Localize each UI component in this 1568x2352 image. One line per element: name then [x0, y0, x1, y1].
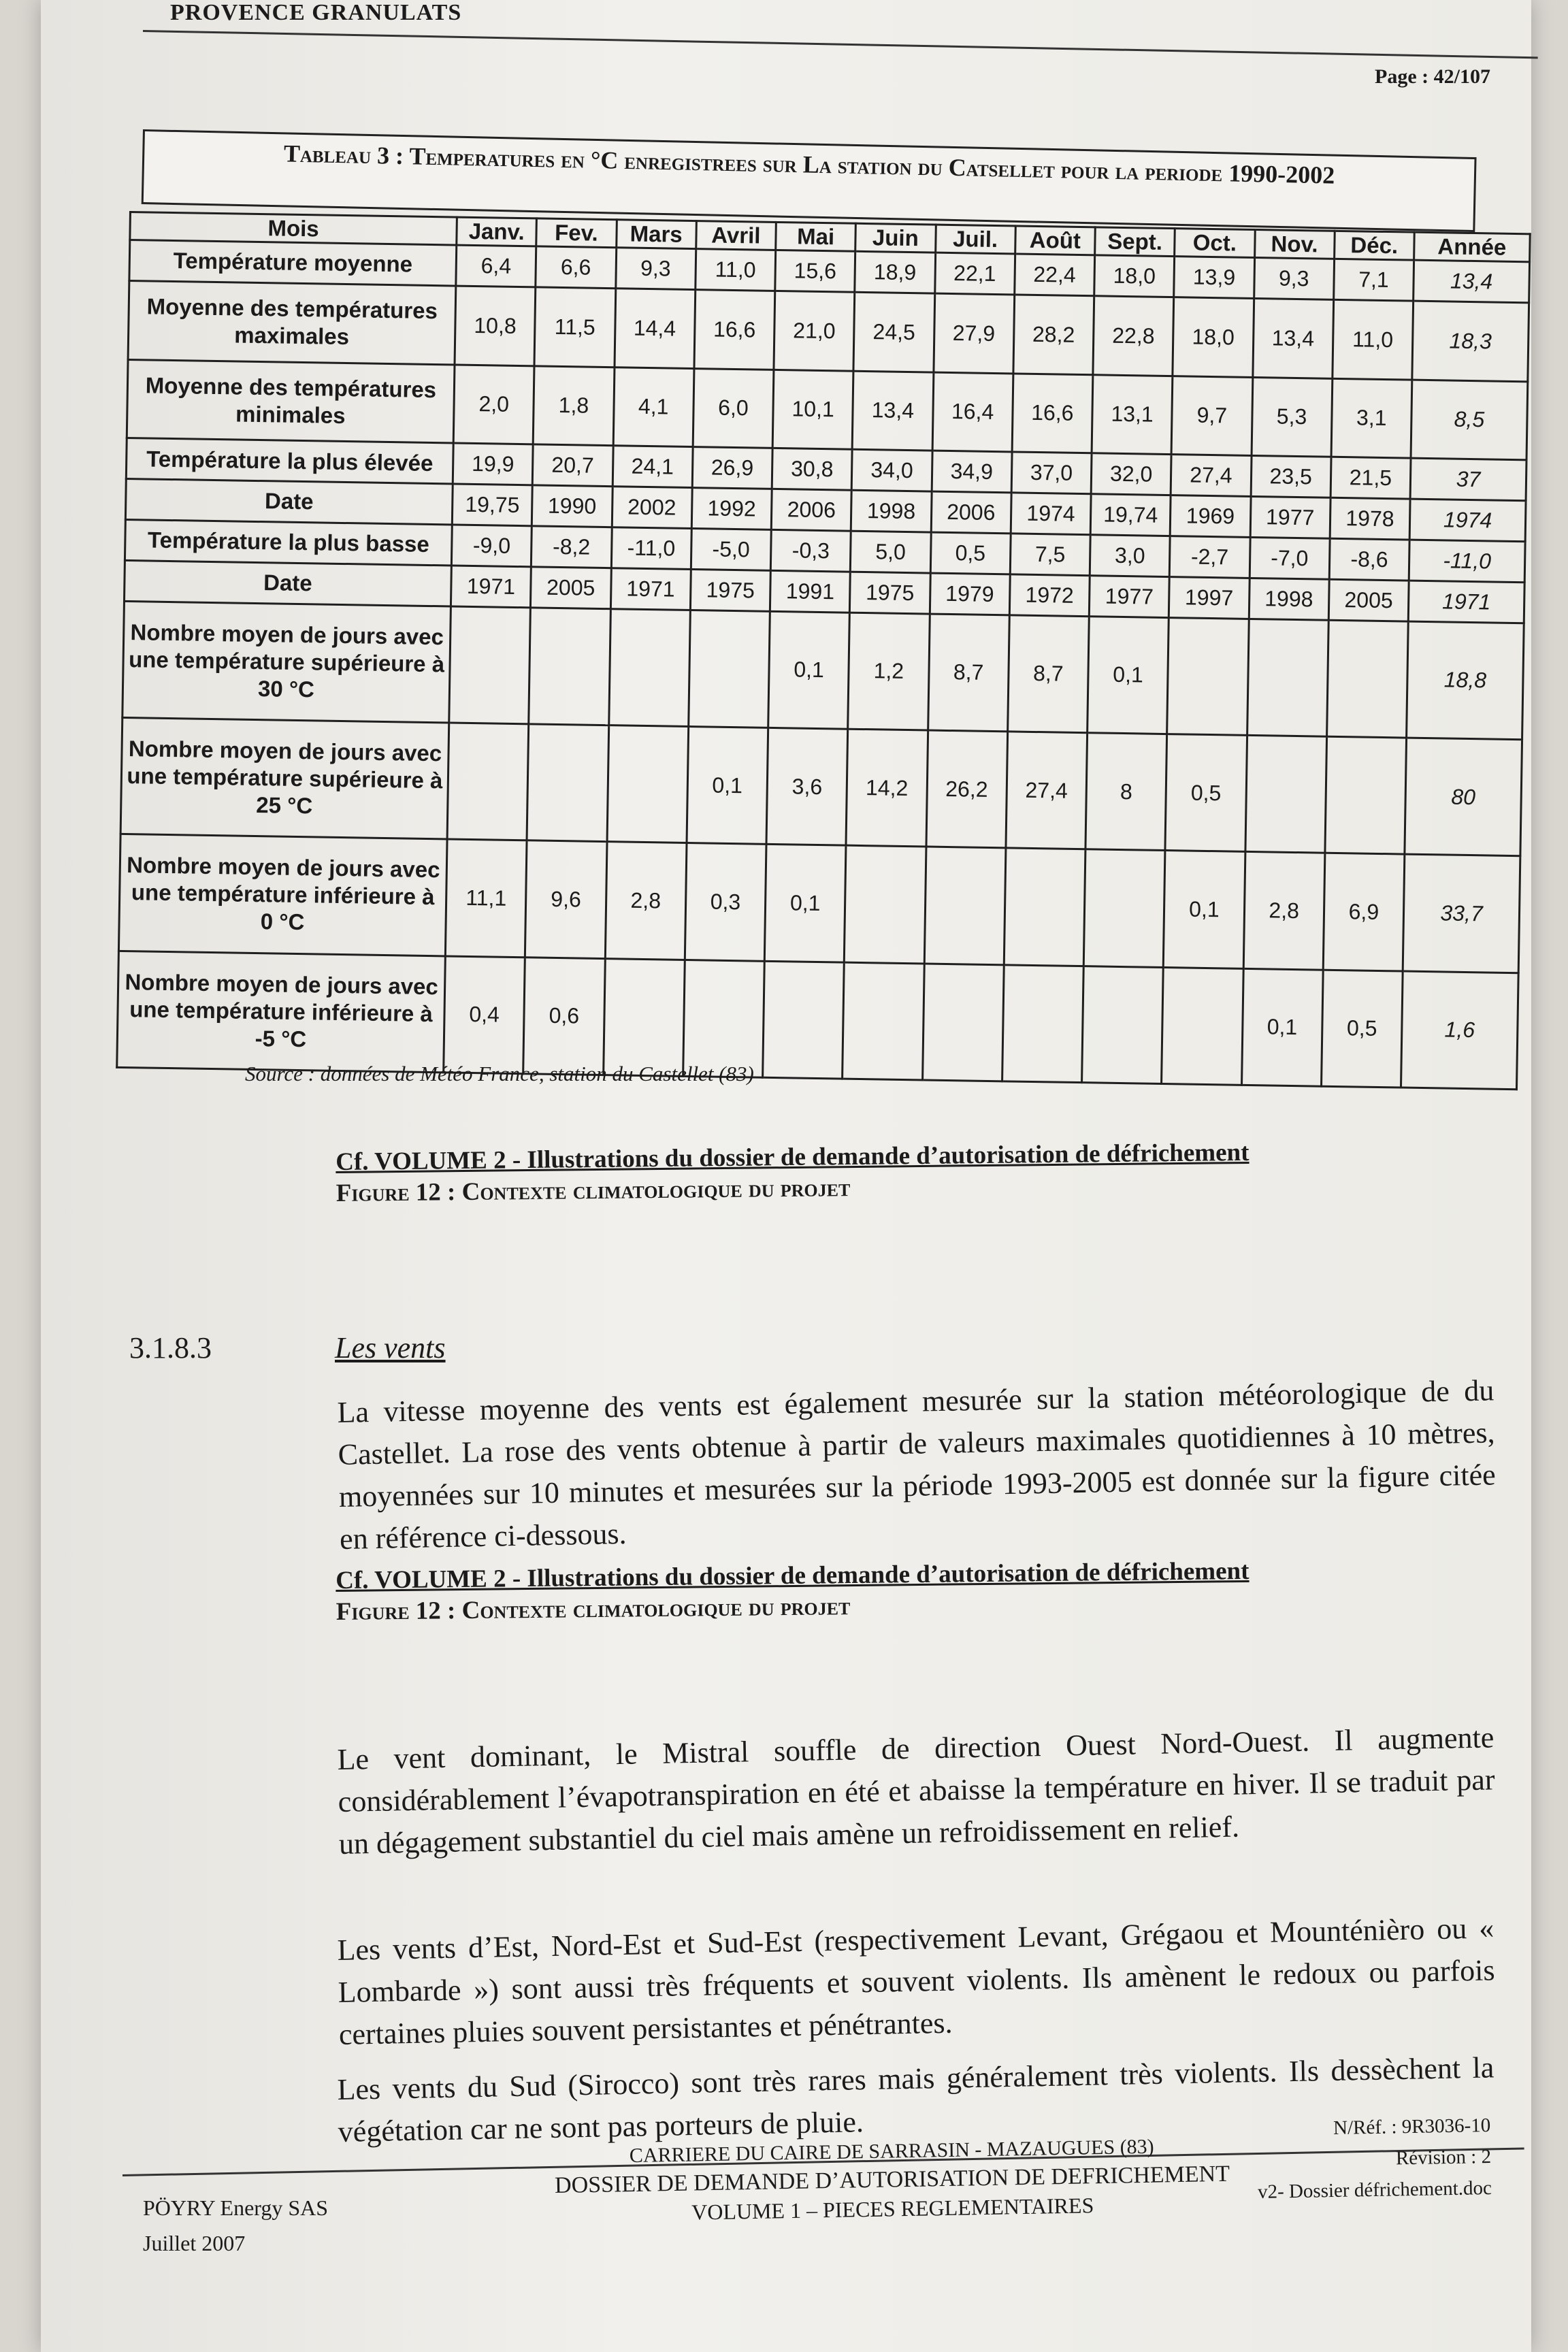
footer-left [143, 2190, 328, 2261]
row-label: Nombre moyen de jours avec une température inférieure à -5 °C [117, 951, 446, 1073]
table-cell [1247, 619, 1328, 736]
table-cell: 26,9 [692, 447, 772, 489]
header-month: Avril [696, 221, 776, 250]
figure-reference-2 [336, 1554, 1439, 1628]
footer-volume: VOLUME 1 – PIECES REGLEMENTAIRES [691, 2193, 1094, 2225]
row-label: Date [124, 560, 451, 606]
row-label: Nombre moyen de jours avec une température inférieure à 0 °C [118, 834, 447, 956]
table-cell: 37,0 [1011, 452, 1092, 494]
reference-volume: Cf. VOLUME 2 - Illustrations du dossier de demande d’autorisation de défrichement [336, 1138, 1250, 1176]
table-cell: 6,9 [1323, 853, 1405, 971]
footer-revision: Révision : 2 [1395, 2145, 1492, 2170]
footer-project: CARRIERE DU CAIRE DE SARRASIN - MAZAUGUES (83) [629, 2135, 1154, 2168]
table-cell: 0,1 [1088, 616, 1169, 734]
table-cell [607, 725, 689, 843]
header-month: Juil. [935, 225, 1015, 254]
table-cell [1325, 736, 1407, 854]
table-cell: 13,4 [852, 371, 933, 451]
table-cell: 14,2 [846, 729, 928, 847]
table-cell: 1979 [930, 573, 1010, 615]
footer-company: PÖYRY Energy SAS [143, 2195, 329, 2220]
table-cell [763, 961, 845, 1079]
row-label: Température moyenne [129, 240, 457, 286]
table-cell: -11,0 [1409, 540, 1525, 583]
table-cell: 1975 [690, 569, 770, 611]
table-cell [683, 960, 764, 1077]
table-cell: 1990 [532, 485, 612, 527]
table-cell: 2002 [612, 487, 692, 529]
temperature-table [116, 211, 1531, 1090]
table-cell [1083, 849, 1165, 967]
paragraph-2: Le vent dominant, le Mistral souffle de direction Ouest Nord-Ouest. Il augmente considérablement l’évapotranspiration en été et abaisse la température en hiver. Il se traduit par un dégagement substantiel du ciel mais amène un refroidissement en relief. [337, 1720, 1495, 1861]
table-cell: 16,6 [1012, 373, 1093, 453]
header-company: PROVENCE GRANULATS [170, 0, 462, 25]
table-caption: Tableau 3 : Temperatures en °C enregistrees sur La station du Catsellet pour la periode 1990-2002 [142, 129, 1477, 232]
table-cell: 11,1 [445, 839, 527, 957]
row-label: Nombre moyen de jours avec une température supérieure à 30 °C [122, 601, 451, 723]
table-cell [447, 723, 529, 840]
table-cell: 1978 [1330, 497, 1410, 540]
table-cell: 34,9 [932, 451, 1012, 493]
header-month: Fev. [536, 218, 617, 248]
table-cell: 6,0 [693, 368, 774, 448]
table-cell: -8,2 [532, 526, 612, 568]
table-cell: 0,1 [1241, 968, 1323, 1086]
table-cell: 9,7 [1171, 376, 1252, 455]
table-cell: 1977 [1250, 496, 1330, 538]
table-cell: 23,5 [1251, 456, 1331, 498]
table-cell: 13,9 [1174, 257, 1254, 299]
header-month: Mai [776, 222, 856, 251]
table-cell: 0,5 [930, 532, 1011, 574]
section-number: 3.1.8.3 [129, 1331, 212, 1365]
table-cell: 19,9 [453, 443, 533, 485]
table-cell: 27,4 [1171, 455, 1251, 497]
table-cell: 1971 [610, 568, 691, 610]
table-cell: 5,0 [851, 531, 931, 573]
table-cell [1002, 964, 1083, 1082]
paragraph-4: Les vents du Sud (Sirocco) sont très rares mais généralement très violents. Ils dessèchent la végétation car ne sont pas porteurs de pluie. [337, 2051, 1494, 2149]
table-cell: -7,0 [1250, 537, 1330, 579]
header-rule [143, 30, 1538, 59]
table-cell: 5,3 [1252, 377, 1333, 457]
header-month: Juin [855, 223, 936, 252]
table-cell [924, 847, 1006, 964]
table-cell: 6,4 [456, 245, 536, 287]
table-cell: 1997 [1169, 576, 1250, 619]
footer-date: Juillet 2007 [143, 2231, 246, 2255]
table-cell: 30,8 [772, 448, 852, 490]
table-cell [845, 845, 926, 963]
table-row [118, 834, 1520, 973]
table-cell: 3,6 [766, 728, 848, 845]
table-cell: 18,3 [1412, 301, 1529, 381]
table-cell: 7,1 [1333, 259, 1414, 301]
table-cell: 16,4 [932, 372, 1013, 452]
table-cell: 1974 [1011, 493, 1091, 535]
table-cell [1326, 620, 1408, 738]
table-cell: 19,75 [452, 484, 532, 526]
table-cell: 1,8 [533, 365, 614, 445]
table-cell: 2,8 [605, 842, 687, 960]
table-cell: 2006 [771, 489, 851, 531]
table-cell: 6,6 [536, 246, 616, 289]
table-cell: 33,7 [1403, 854, 1520, 973]
table-cell: 22,1 [934, 252, 1015, 295]
table-cell: 1991 [770, 570, 850, 612]
table-cell: 1977 [1089, 576, 1169, 618]
table-cell: 2,0 [453, 365, 534, 444]
table-cell: 1974 [1409, 499, 1526, 542]
document-page [41, 0, 1531, 2352]
table-body [117, 240, 1530, 1090]
table-cell [1082, 966, 1164, 1083]
table-cell: 2,8 [1243, 852, 1325, 970]
header-month: Sept. [1095, 227, 1175, 257]
table-cell: 4,1 [613, 367, 694, 446]
footer-ref: N/Réf. : 9R3036-10 [1333, 2114, 1491, 2140]
table-cell: 1975 [850, 572, 930, 614]
table-cell: 8,7 [1007, 615, 1089, 733]
table-cell: 22,4 [1014, 254, 1094, 296]
footer-dossier: DOSSIER DE DEMANDE D’AUTORISATION DE DEFRICHEMENT [554, 2161, 1230, 2199]
table-cell: 1992 [691, 488, 772, 530]
row-label: Nombre moyen de jours avec une température supérieure à 25 °C [120, 717, 449, 839]
page-number: Page : 42/107 [1375, 65, 1490, 88]
table-source: Source : données de Météo France, station du Castellet (83) [245, 1062, 754, 1085]
table-cell: 27,9 [933, 293, 1014, 373]
header-month: Mars [616, 220, 696, 249]
table-cell: 22,8 [1093, 296, 1174, 376]
table-cell: 9,3 [1254, 257, 1334, 299]
table-cell: 24,5 [853, 292, 934, 372]
table-cell: 11,5 [534, 287, 615, 367]
table-cell: -2,7 [1169, 536, 1250, 578]
table-cell: 1969 [1170, 495, 1250, 538]
table-cell: 8,5 [1411, 380, 1528, 460]
table-cell: 0,6 [523, 957, 605, 1075]
header-month: Janv. [457, 217, 537, 246]
table-cell: 0,1 [768, 611, 850, 729]
header-month: Nov. [1254, 229, 1335, 259]
table-cell: 21,0 [774, 291, 855, 370]
table-cell: 10,8 [455, 286, 536, 365]
table-cell: -11,0 [611, 527, 691, 570]
header-mois: Mois [130, 212, 457, 246]
table-cell [1167, 617, 1249, 735]
table-cell: 28,2 [1013, 295, 1094, 374]
table-cell: 1971 [451, 566, 531, 608]
row-label: Moyenne des températures minimales [127, 359, 455, 443]
paragraph-3: Les vents d’Est, Nord-Est et Sud-Est (respectivement Levant, Grégaou et Mounténièro ou « Lombarde ») sont aussi très fréquents et souvent violents. Ils amènent le redoux ou parfois certaines pluies souvent persistantes et pénétrantes. [337, 1911, 1495, 2051]
table-cell: 18,0 [1094, 255, 1175, 297]
table-cell: 34,0 [851, 449, 932, 491]
table-cell: 7,5 [1010, 534, 1090, 576]
table-cell [922, 964, 1004, 1081]
table-cell: 10,1 [772, 370, 853, 449]
table-cell: 21,5 [1330, 457, 1411, 499]
table-cell: 26,2 [926, 730, 1007, 848]
table-cell: 0,1 [764, 845, 846, 962]
header-month: Année [1414, 232, 1531, 262]
row-label: Date [125, 478, 453, 524]
table-cell: 0,3 [685, 843, 766, 961]
table-cell [449, 606, 531, 724]
header-month: Août [1015, 226, 1095, 255]
reference-volume: Cf. VOLUME 2 - Illustrations du dossier de demande d’autorisation de défrichement [336, 1556, 1250, 1595]
reference-figure: Figure 12 : Contexte climatologique du projet [336, 1174, 851, 1207]
table-cell: -5,0 [691, 528, 771, 570]
table-cell: 27,4 [1006, 732, 1088, 849]
table-cell: 18,0 [1173, 297, 1254, 377]
table-cell [608, 608, 690, 726]
table-cell: 0,4 [444, 956, 525, 1074]
table-cell: 1972 [1009, 574, 1090, 617]
table-cell: 14,4 [614, 289, 695, 368]
table-cell: 8 [1085, 733, 1167, 851]
table-cell: 0,5 [1165, 734, 1247, 852]
table-cell [1245, 735, 1326, 853]
table-cell [527, 724, 608, 842]
table-cell: 2005 [1328, 579, 1409, 621]
table-row [120, 717, 1522, 856]
row-label: Moyenne des températures maximales [128, 280, 456, 364]
table-row [122, 601, 1524, 740]
table-cell [688, 610, 770, 728]
header-month: Déc. [1334, 231, 1414, 260]
table-cell: 13,1 [1092, 374, 1173, 454]
table-cell: 2006 [931, 491, 1011, 534]
table-cell: 13,4 [1414, 260, 1530, 303]
footer-file: v2- Dossier défrichement.doc [1257, 2176, 1492, 2203]
table-cell: 24,1 [612, 446, 693, 488]
table-cell: 1998 [1249, 578, 1329, 620]
table-cell: 18,9 [855, 251, 935, 293]
table-cell: 1971 [1408, 581, 1524, 623]
table-cell: 19,74 [1090, 494, 1171, 536]
table-cell: 1,6 [1401, 971, 1518, 1090]
table-cell: 9,3 [615, 248, 696, 290]
table-cell: 11,0 [1333, 299, 1414, 379]
table-cell: 37 [1410, 458, 1526, 501]
table-cell: -0,3 [770, 529, 851, 572]
table-cell [529, 608, 610, 725]
table-cell: 0,1 [1163, 851, 1245, 968]
table-cell [603, 958, 685, 1076]
table-cell: 3,0 [1090, 535, 1170, 577]
table-cell: -9,0 [451, 525, 532, 567]
table-cell [1004, 848, 1085, 966]
footer-center [517, 2131, 1267, 2230]
reference-figure: Figure 12 : Contexte climatologique du projet [336, 1592, 851, 1626]
table-cell: 0,5 [1321, 970, 1403, 1088]
footer-right [1256, 2110, 1492, 2208]
table-cell [843, 962, 924, 1080]
table-cell: 1,2 [848, 612, 930, 730]
table-cell: 32,0 [1091, 453, 1171, 495]
row-label: Température la plus élevée [126, 438, 453, 484]
table-cell: -8,6 [1329, 538, 1409, 581]
row-label: Température la plus basse [125, 519, 452, 565]
table-cell: 11,0 [696, 249, 776, 291]
table-cell: 9,6 [525, 840, 607, 958]
table-cell: 80 [1405, 738, 1522, 856]
header-month: Oct. [1175, 229, 1255, 258]
table-cell: 15,6 [775, 250, 855, 292]
table-cell: 16,6 [694, 289, 775, 369]
table-cell: 2005 [531, 567, 611, 609]
table-cell: 18,8 [1407, 621, 1524, 740]
table-cell: 1998 [851, 490, 931, 532]
table-cell [1162, 967, 1243, 1085]
figure-reference-1 [336, 1135, 1439, 1209]
paragraph-1: La vitesse moyenne des vents est également mesurée sur la station météorologique de du Castellet. La rose des vents obtenue à partir de valeurs maximales quotidiennes à 10 mètres, moyennées sur 10 minutes et mesurées sur la période 1993-2005 est donnée sur la figure citée en référence ci-dessous. [337, 1373, 1497, 1556]
table-cell: 3,1 [1331, 378, 1412, 458]
table-cell: 13,4 [1252, 298, 1333, 378]
table-cell: 20,7 [532, 444, 612, 487]
section-title: Les vents [335, 1331, 446, 1365]
table-cell: 0,1 [687, 726, 768, 844]
table-cell: 8,7 [928, 614, 1009, 732]
